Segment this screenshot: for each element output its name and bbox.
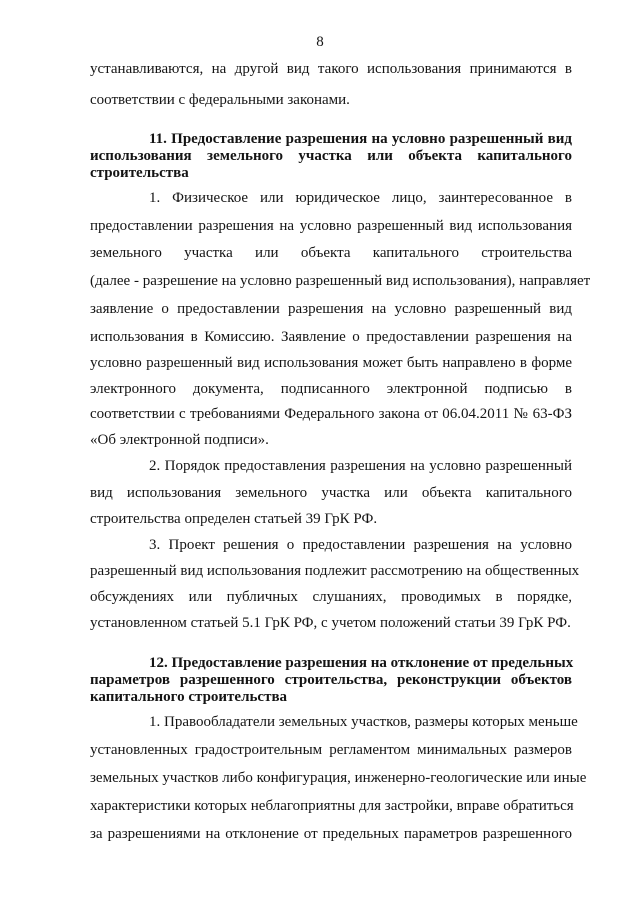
paragraph-line: земельных участков либо конфигурация, инженерно-геологические или иные — [90, 770, 587, 786]
paragraph-line: электронного документа, подписанного электронной подписью в — [90, 381, 572, 397]
paragraph-line: «Об электронной подписи». — [90, 432, 269, 448]
paragraph-line: вид использования земельного участка или объекта капитального — [90, 485, 572, 501]
paragraph-line: соответствии с требованиями Федерального закона от 06.04.2011 № 63-ФЗ — [90, 406, 572, 422]
paragraph-line: 2. Порядок предоставления разрешения на условно разрешенный — [149, 458, 572, 474]
paragraph-line: за разрешениями на отклонение от предельных параметров разрешенного — [90, 826, 572, 842]
paragraph-line: предоставлении разрешения на условно разрешенный вид использования — [90, 218, 572, 234]
text-line: устанавливаются, на другой вид такого использования принимаются в — [90, 61, 572, 77]
paragraph-line: характеристики которых неблагоприятны для застройки, вправе обратиться — [90, 798, 574, 814]
paragraph-line: (далее - разрешение на условно разрешенный вид использования), направляет — [90, 273, 591, 289]
paragraph-line: разрешенный вид использования подлежит рассмотрению на общественных — [90, 563, 580, 579]
page-number: 8 — [316, 34, 324, 50]
paragraph-line: строительства определен статьей 39 ГрК РФ. — [90, 511, 378, 527]
section-12-heading: 12. Предоставление разрешения на отклонение от предельных — [149, 655, 574, 671]
paragraph-line: 1. Правообладатели земельных участков, размеры которых меньше — [149, 714, 578, 730]
paragraph-line: земельного участка или объекта капитального строительства — [90, 245, 572, 261]
section-12-heading: капитального строительства — [90, 689, 288, 705]
paragraph-line: использования в Комиссию. Заявление о предоставлении разрешения на — [90, 329, 572, 345]
paragraph-line: обсуждениях или публичных слушаниях, проводимых в порядке, — [90, 589, 572, 605]
section-11-heading: 11. Предоставление разрешения на условно разрешенный вид — [149, 131, 572, 147]
section-12-heading: параметров разрешенного строительства, реконструкции объектов — [90, 672, 572, 688]
text-line: соответствии с федеральными законами. — [90, 92, 350, 108]
paragraph-line: установленном статьей 5.1 ГрК РФ, с учетом положений статьи 39 ГрК РФ. — [90, 615, 571, 631]
paragraph-line: 3. Проект решения о предоставлении разрешения на условно — [149, 537, 572, 553]
paragraph-line: установленных градостроительным регламентом минимальных размеров — [90, 742, 572, 758]
section-11-heading: строительства — [90, 165, 189, 181]
paragraph-line: 1. Физическое или юридическое лицо, заинтересованное в — [149, 190, 572, 206]
paragraph-line: заявление о предоставлении разрешения на условно разрешенный вид — [90, 301, 572, 317]
section-11-heading: использования земельного участка или объекта капитального — [90, 148, 572, 164]
paragraph-line: условно разрешенный вид использования может быть направлено в форме — [90, 355, 572, 371]
